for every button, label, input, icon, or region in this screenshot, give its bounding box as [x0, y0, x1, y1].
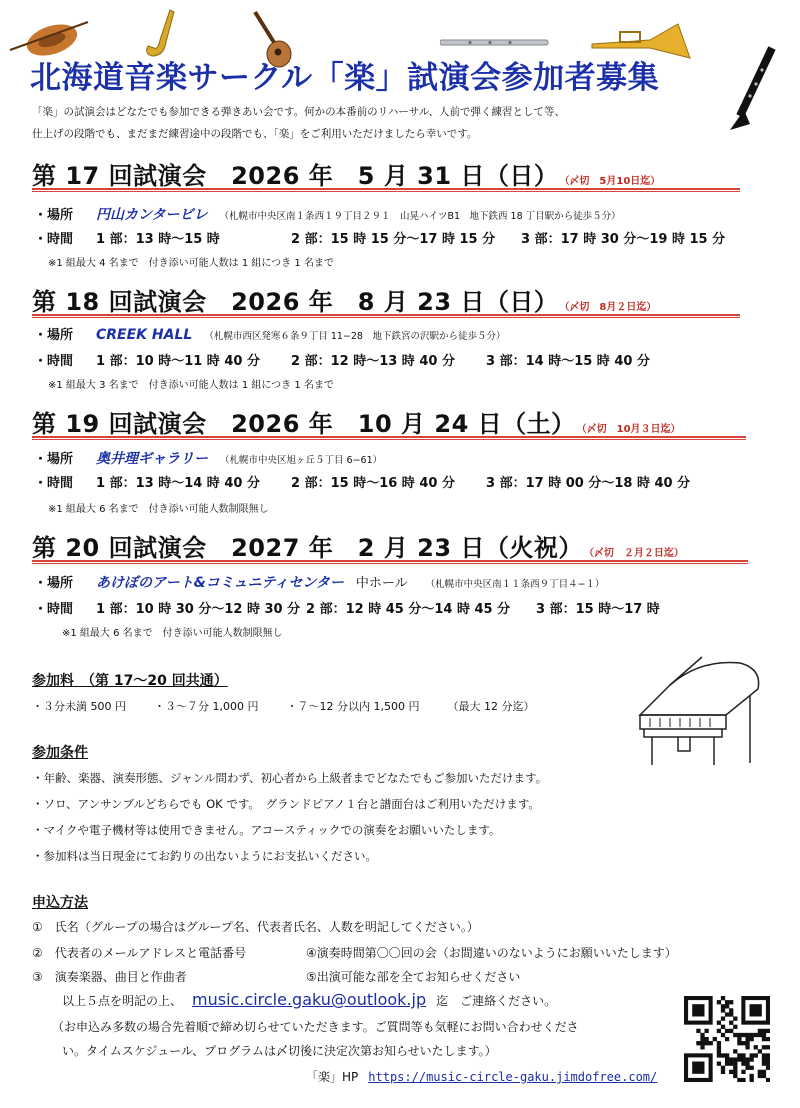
homepage-label: 「楽」HP	[306, 1070, 359, 1084]
event-18-note: ※1 組最大 3 名まで 付き添い可能人数は 1 組につき 1 名まで	[48, 380, 334, 391]
time-label: ・時間	[34, 232, 74, 247]
event-19-note: ※1 組最大 6 名まで 付き添い可能人数制限無し	[48, 504, 269, 515]
venue-name: CREEK HALL	[96, 327, 193, 343]
slot-2: 2 部：15 時 15 分〜17 時 15 分	[291, 232, 496, 247]
condition-item: ・マイクや電子機材等は使用できません。アコースティックでの演奏をお願いいたします。	[32, 823, 501, 837]
event-rule	[32, 436, 746, 440]
condition-item: ・年齢、楽器、演奏形態、ジャンル問わず、初心者から上級者までどなたでもご参加いただけます。	[32, 771, 548, 785]
contact-email-link[interactable]: music.circle.gaku@outlook.jp	[192, 990, 427, 1009]
slot-3: 3 部：17 時 00 分〜18 時 40 分	[486, 476, 691, 491]
event-19-time-row	[34, 472, 690, 491]
event-18-venue-row	[34, 324, 505, 343]
venue-name: 円山カンタービレ	[96, 207, 208, 223]
event-rule	[32, 188, 740, 192]
send-prefix: 以上５点を明記の上、	[62, 994, 183, 1008]
event-deadline: （〆切 5月10日迄）	[564, 176, 661, 187]
send-suffix: 迄 ご連絡ください。	[436, 994, 557, 1008]
time-label: ・時間	[34, 354, 74, 369]
event-17-time-row	[34, 228, 725, 247]
event-18-header	[32, 282, 772, 316]
venue-label: ・場所	[34, 452, 74, 467]
event-heading: 第 19 回試演会 2026 年 10 月 24 日（土）	[32, 410, 576, 438]
grand-piano-icon	[630, 655, 770, 775]
event-heading: 第 18 回試演会 2026 年 8 月 23 日（日）	[32, 288, 559, 316]
qr-code-icon[interactable]	[684, 996, 770, 1082]
event-rule	[32, 560, 748, 564]
event-19-header	[32, 404, 772, 438]
application-item-1: ① 氏名（グループの場合はグループ名、代表者氏名、人数を明記してください。）	[32, 920, 479, 934]
venue-name: あけぼのアート&コミュニティセンター	[96, 575, 344, 591]
condition-item: ・参加料は当日現金にてお釣りの出ないようにお支払いください。	[32, 849, 377, 863]
slot-3: 3 部：17 時 30 分〜19 時 15 分	[521, 232, 726, 247]
event-deadline: （〆切 10月３日迄）	[581, 424, 681, 435]
event-18-time-row	[34, 350, 650, 369]
fee-heading: 参加料 （第 17〜20 回共通）	[32, 673, 228, 689]
venue-label: ・場所	[34, 576, 74, 591]
fee-item: ・３分未満 500 円	[32, 700, 126, 713]
conditions-heading: 参加条件	[32, 745, 88, 761]
slot-3: 3 部：15 時〜17 時	[536, 602, 660, 617]
condition-item: ・ソロ、アンサンブルどちらでも OK です。 グランドピアノ１台と譜面台はご利用いただけます。	[32, 797, 540, 811]
event-20-time-row	[34, 598, 660, 617]
event-17-note: ※1 組最大 4 名まで 付き添い可能人数は 1 組につき 1 名まで	[48, 258, 334, 269]
homepage-line	[306, 1068, 657, 1085]
event-17-venue-row	[34, 204, 621, 224]
application-send-line	[62, 990, 556, 1009]
slot-1: 1 部：10 時 30 分〜12 時 30 分	[96, 602, 301, 617]
slot-1: 1 部：13 時〜14 時 40 分	[96, 476, 260, 491]
event-heading: 第 20 回試演会 2027 年 2 月 23 日（火祝）	[32, 534, 583, 562]
venue-name: 奥井理ギャラリー	[96, 451, 208, 467]
application-item-2: ② 代表者のメールアドレスと電話番号	[32, 946, 247, 960]
venue-address: （札幌市中央区南１１条西９丁目４−１）	[425, 579, 605, 590]
event-heading: 第 17 回試演会 2026 年 5 月 31 日（日）	[32, 162, 559, 190]
fee-item: ・３〜７分 1,000 円	[154, 700, 259, 713]
application-item-4: ④演奏時間第〇〇回の会（お間違いのないようにお願いいたします）	[306, 946, 677, 960]
slot-2: 2 部：15 時〜16 時 40 分	[291, 476, 455, 491]
fee-item: ・７〜12 分以内 1,500 円	[286, 700, 420, 713]
event-deadline: （〆切 ２月２日迄）	[588, 548, 684, 559]
venue-address: （札幌市中央区南１条西１９丁目２９１ 山晃ハイツB1 地下鉄西 18 丁目駅から徒歩５分）	[219, 211, 621, 222]
event-20-header	[32, 528, 772, 562]
slot-2: 2 部：12 時〜13 時 40 分	[291, 354, 455, 369]
venue-room: 中ホール	[355, 576, 408, 591]
event-20-note: ※1 組最大 6 名まで 付き添い可能人数制限無し	[62, 628, 283, 639]
event-deadline: （〆切 8月２日迄）	[564, 302, 657, 313]
intro-line-1: 「楽」の試演会はどなたでも参加できる弾きあい会です。何かの本番前のリハーサル、人前で弾く練習として等、	[32, 106, 565, 118]
application-heading: 申込方法	[32, 895, 88, 911]
intro-line-2: 仕上げの段階でも、まだまだ練習途中の段階でも、「楽」をご利用いただけましたら幸いです。	[32, 128, 478, 140]
venue-address: （札幌市西区発寒６条９丁目 11−28 地下鉄宮の沢駅から徒歩５分）	[204, 331, 506, 342]
venue-label: ・場所	[34, 208, 74, 223]
page-title: 北海道音楽サークル「楽」試演会参加者募集	[30, 60, 660, 96]
fee-list	[32, 698, 562, 714]
event-rule	[32, 314, 740, 318]
slot-1: 1 部：10 時〜11 時 40 分	[96, 354, 260, 369]
slot-1: 1 部：13 時〜15 時	[96, 232, 220, 247]
venue-label: ・場所	[34, 328, 74, 343]
application-note-1: （お申込み多数の場合先着順で締め切らせていただきます。ご質問等も気軽にお問い合わせくださ	[52, 1020, 579, 1034]
time-label: ・時間	[34, 476, 74, 491]
fee-item: （最大 12 分迄）	[447, 700, 535, 713]
slot-3: 3 部：14 時〜15 時 40 分	[486, 354, 650, 369]
event-20-venue-row	[34, 572, 605, 592]
event-17-header	[32, 156, 772, 190]
time-label: ・時間	[34, 602, 74, 617]
slot-2: 2 部：12 時 45 分〜14 時 45 分	[306, 602, 511, 617]
venue-address: （札幌市中央区旭ヶ丘５丁目 6−61）	[220, 455, 383, 466]
application-item-3: ③ 演奏楽器、曲目と作曲者	[32, 970, 187, 984]
flute-icon	[440, 38, 550, 48]
application-item-5: ⑤出演可能な部を全てお知らせください	[306, 970, 521, 984]
application-note-2: い。タイムスケジュール、プログラムは〆切後に決定次第お知らせいたします。）	[62, 1044, 497, 1058]
event-19-venue-row	[34, 448, 382, 468]
homepage-link[interactable]: https://music-circle-gaku.jimdofree.com/	[368, 1070, 658, 1084]
